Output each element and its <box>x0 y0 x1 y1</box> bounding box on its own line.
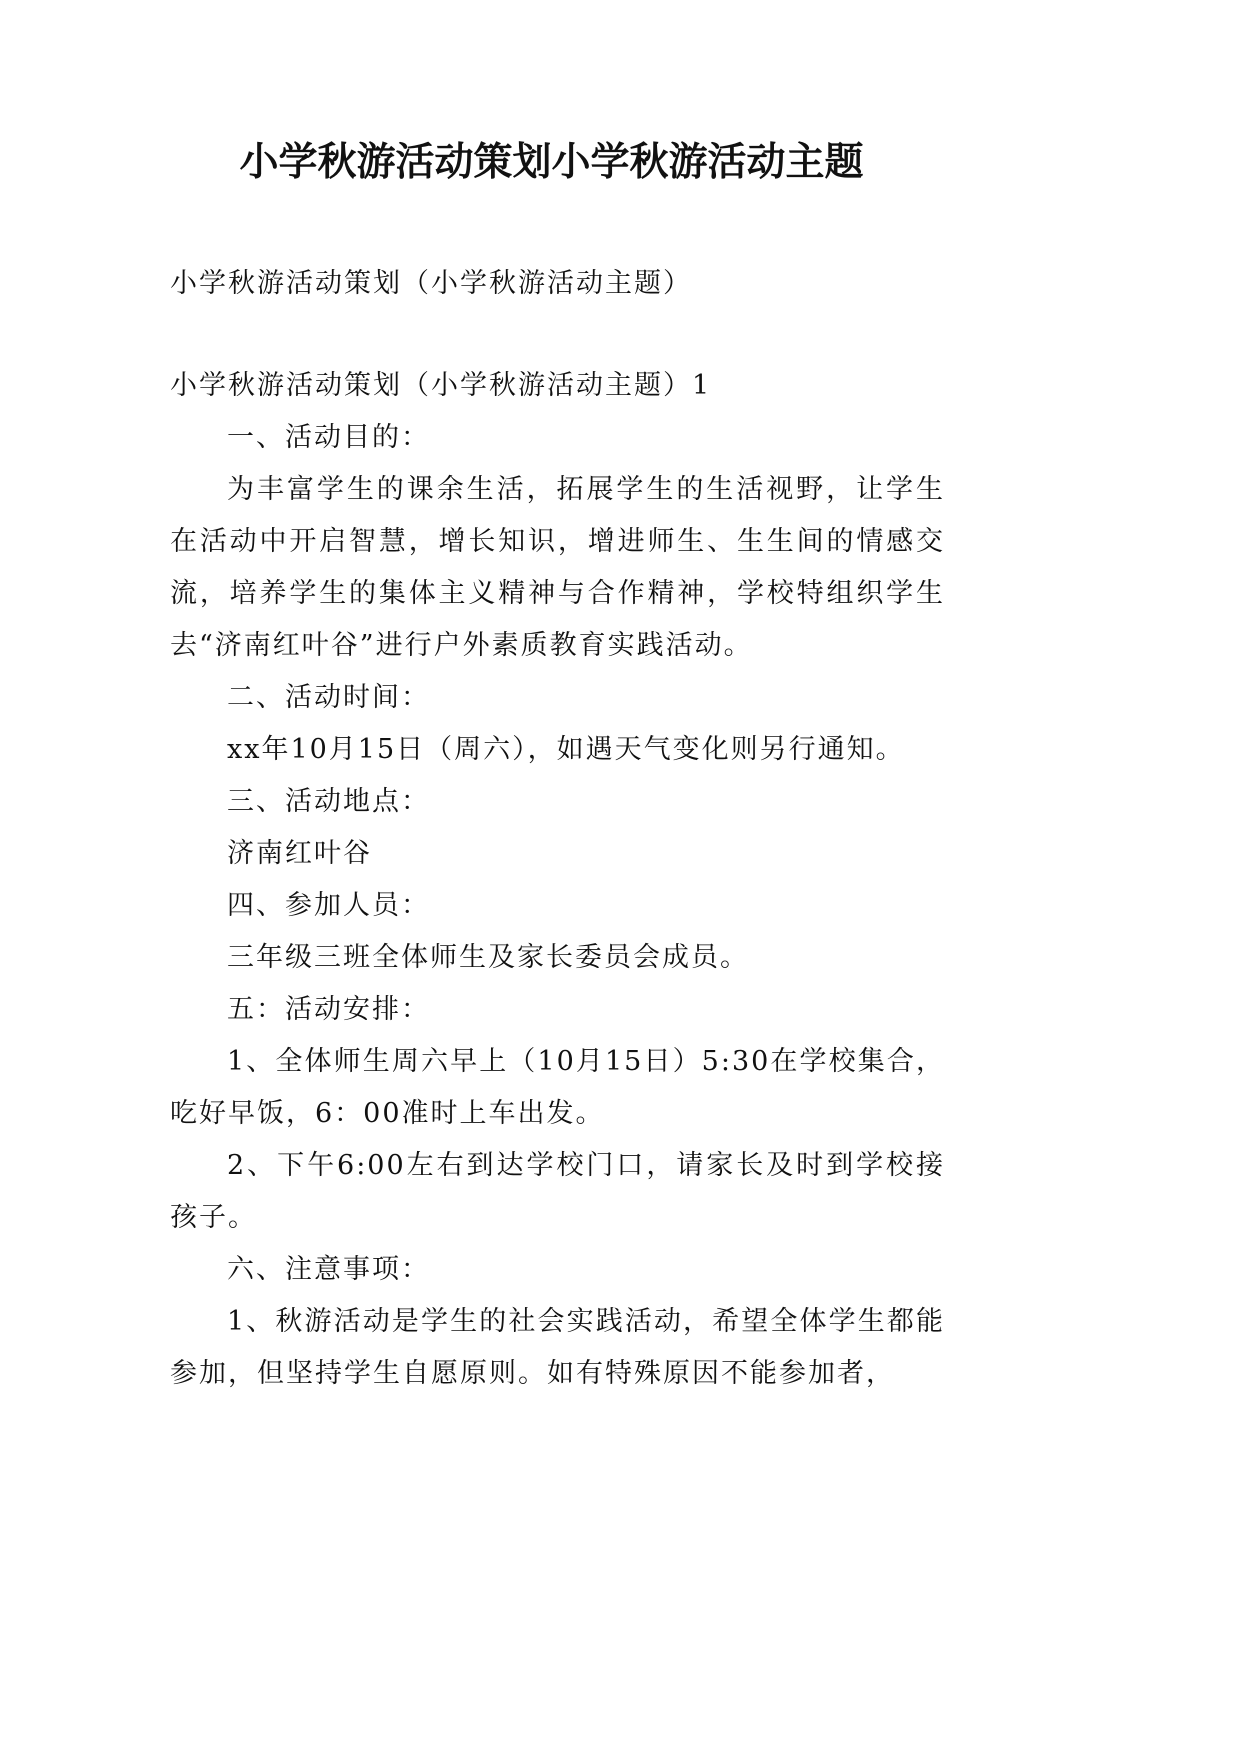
heading-time: 二、活动时间： <box>227 682 430 713</box>
document-subtitle: 小学秋游活动策划（小学秋游活动主题） <box>170 268 692 299</box>
paragraph-time: xx年10月15日（周六），如遇天气变化则另行通知。 <box>227 734 905 765</box>
paragraph-schedule-2: 2、下午6:00左右到达学校门口，请家长及时到学校接孩子。 <box>170 1150 945 1233</box>
paragraph-schedule-1: 1、全体师生周六早上（10月15日）5:30在学校集合，吃好早饭，6：00准时上车出发。 <box>170 1046 945 1129</box>
heading-purpose: 一、活动目的： <box>227 422 430 453</box>
document-title: 小学秋游活动策划小学秋游活动主题 <box>239 139 864 185</box>
heading-location: 三、活动地点： <box>227 786 430 817</box>
paragraph-location: 济南红叶谷 <box>227 838 372 869</box>
paragraph-participants: 三年级三班全体师生及家长委员会成员。 <box>227 942 749 973</box>
paragraph-purpose: 为丰富学生的课余生活，拓展学生的生活视野，让学生在活动中开启智慧，增长知识，增进师生、生生间的情感交流，培养学生的集体主义精神与合作精神，学校特组织学生去“济南红叶谷”进行户外素质教育实践活动。 <box>170 474 945 661</box>
paragraph-notes-1: 1、秋游活动是学生的社会实践活动，希望全体学生都能参加，但坚持学生自愿原则。如有特殊原因不能参加者， <box>170 1306 945 1389</box>
section-heading: 小学秋游活动策划（小学秋游活动主题）1 <box>170 370 712 401</box>
document-body <box>170 412 945 1400</box>
heading-participants: 四、参加人员： <box>227 890 430 921</box>
heading-notes: 六、注意事项： <box>227 1254 430 1285</box>
heading-schedule: 五：活动安排： <box>227 994 430 1025</box>
